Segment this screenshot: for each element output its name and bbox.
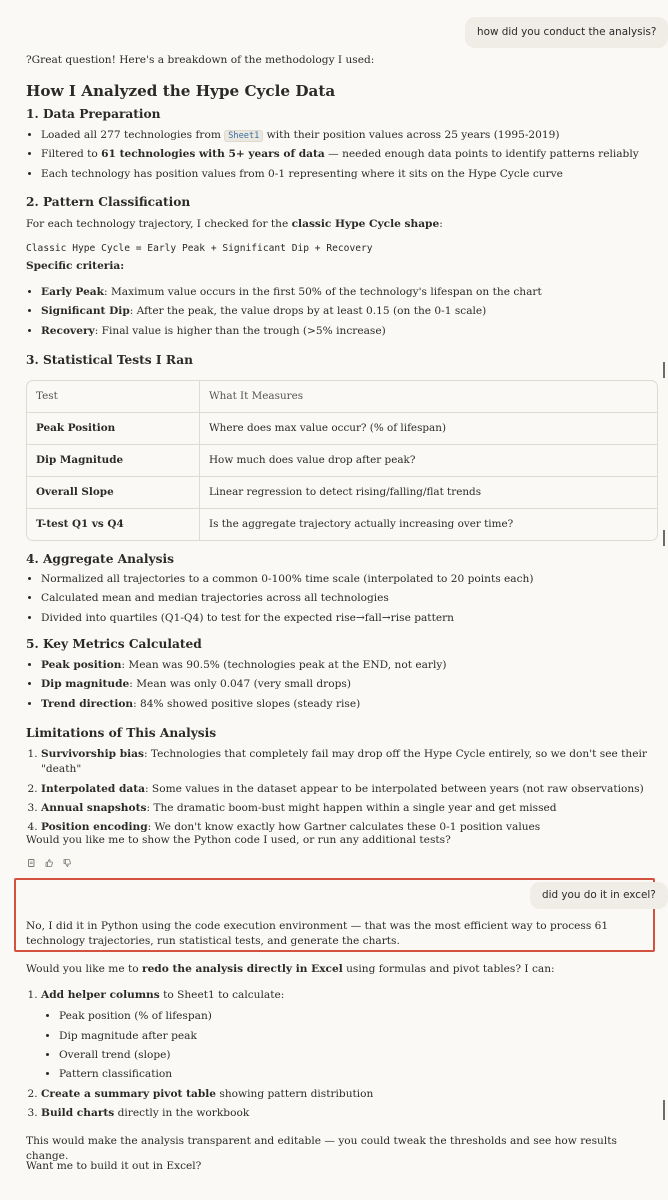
list-item: • Peak position: Mean was 90.5% (technologies peak at the END, not early) [41,658,654,673]
copy-icon[interactable] [26,858,36,868]
list-item: • Dip magnitude after peak [59,1029,654,1044]
list-item: • Recovery: Final value is higher than the trough (>5% increase) [41,324,654,339]
tests-table [26,380,658,541]
list-item: • Each technology has position values from 0-1 representing where it sits on the Hype Cycle curve [41,167,654,182]
code-block: Classic Hype Cycle = Early Peak + Significant Dip + Recovery [26,243,373,254]
thumbs-down-icon[interactable] [62,858,72,868]
user-message [530,882,668,909]
section-heading: Limitations of This Analysis [26,726,217,740]
table-row [27,445,657,477]
table-row [27,509,657,540]
list-item: 2. Interpolated data: Some values in the dataset appear to be interpolated between years (not raw observations) [41,782,654,797]
section-heading: 5. Key Metrics Calculated [26,637,202,651]
user-message-text: how did you conduct the analysis? [477,26,657,38]
section-heading: 4. Aggregate Analysis [26,552,174,566]
list-item: 1. Survivorship bias: Technologies that completely fail may drop off the Hype Cycle entirely, so we don't see their "death" [41,747,654,778]
list-item: • Calculated mean and median trajectories across all technologies [41,591,654,606]
table-cell: Overall Slope [27,477,200,509]
table-cell: How much does value drop after peak? [200,445,657,477]
section-heading: 1. Data Preparation [26,107,161,121]
response-title: How I Analyzed the Hype Cycle Data [26,82,336,100]
list-item: • Peak position (% of lifespan) [59,1009,654,1024]
list-item: 1. Add helper columns to Sheet1 to calculate: • Peak position (% of lifespan) • Dip magnitude after peak • Overall trend (slope) • Pattern classification [41,988,654,1083]
table-cell: Where does max value occur? (% of lifespan) [200,413,657,445]
bullet-list [26,128,654,186]
list-item: 2. Create a summary pivot table showing pattern distribution [41,1087,654,1102]
section-heading: 3. Statistical Tests I Ran [26,353,193,367]
code-snippet: Sheet1 [224,130,263,142]
scrollbar-mark[interactable] [663,1100,665,1120]
table-header-row [27,381,657,413]
criteria-label: Specific criteria: [26,260,125,272]
table-row [27,477,657,509]
numbered-list [26,988,654,1126]
thumbs-up-icon[interactable] [44,858,54,868]
list-item: 4. Position encoding: We don't know exactly how Gartner calculates these 0-1 position values [41,820,654,835]
paragraph: This would make the analysis transparent and editable — you could tweak the thresholds and see how results change. [26,1135,617,1163]
list-item: • Normalized all trajectories to a common 0-100% time scale (interpolated to 20 points each) [41,572,654,587]
list-item: • Filtered to 61 technologies with 5+ years of data — needed enough data points to identify patterns reliably [41,147,654,162]
closing-text: Would you like me to show the Python code I used, or run any additional tests? [26,834,451,846]
list-item: • Overall trend (slope) [59,1048,654,1063]
reply-text: No, I did it in Python using the code execution environment — that was the most efficient way to process 61 technology trajectories, run statistical tests, and generate the charts. [26,920,609,948]
final-question: Want me to build it out in Excel? [26,1160,202,1172]
paragraph: For each technology trajectory, I checked for the classic Hype Cycle shape: [26,218,443,230]
bullet-list [26,572,654,630]
table-cell: Is the aggregate trajectory actually increasing over time? [209,517,514,530]
list-item: • Pattern classification [59,1067,654,1082]
table-cell: Dip Magnitude [27,445,200,477]
column-header: What It Measures [200,381,657,413]
paragraph: Would you like me to redo the analysis directly in Excel using formulas and pivot tables? I can: [26,963,555,975]
sub-list [41,1009,654,1082]
scrollbar-mark[interactable] [663,530,665,546]
bullet-list [26,285,654,343]
list-item: • Dip magnitude: Mean was only 0.047 (very small drops) [41,677,654,692]
list-item: • Significant Dip: After the peak, the value drops by at least 0.15 (on the 0-1 scale) [41,304,654,319]
table-cell: Peak Position [27,413,200,445]
section-heading: 2. Pattern Classification [26,195,191,209]
list-item: • Trend direction: 84% showed positive slopes (steady rise) [41,697,654,712]
numbered-list [26,747,654,840]
list-item: 3. Annual snapshots: The dramatic boom-bust might happen within a single year and get missed [41,801,654,816]
message-actions [26,858,72,868]
table-row [27,413,657,445]
table-cell: T-test Q1 vs Q4 [27,509,200,540]
user-message [465,17,668,48]
list-item: 3. Build charts directly in the workbook [41,1106,654,1121]
table-cell: Linear regression to detect rising/falling/flat trends [200,477,657,509]
scrollbar-mark[interactable] [663,362,665,378]
list-item: • Loaded all 277 technologies from Sheet1 with their position values across 25 years (1995-2019) [41,128,654,143]
list-item: • Early Peak: Maximum value occurs in the first 50% of the technology's lifespan on the chart [41,285,654,300]
bullet-list [26,658,654,716]
list-item: • Divided into quartiles (Q1-Q4) to test for the expected rise→fall→rise pattern [41,611,654,626]
intro-text: ?Great question! Here's a breakdown of the methodology I used: [26,54,375,66]
user-message-text: did you do it in excel? [542,889,656,901]
column-header: Test [27,381,200,413]
